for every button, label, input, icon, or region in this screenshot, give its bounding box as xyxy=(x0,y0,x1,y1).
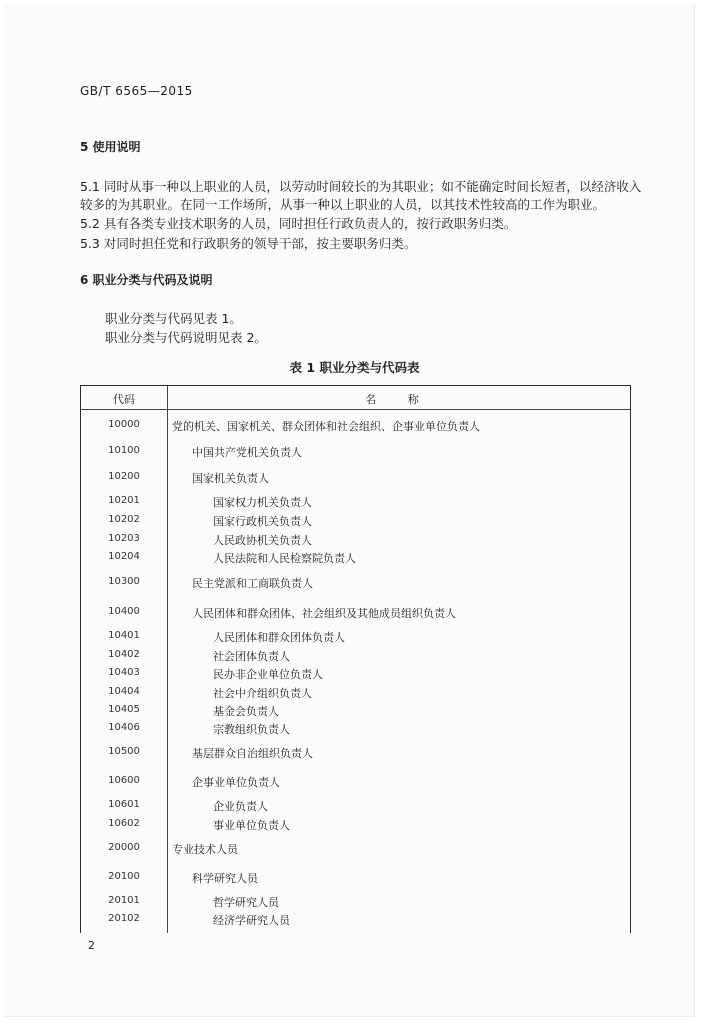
row-name: 人民法院和人民检察院负责人 xyxy=(213,552,356,565)
row-code: 10203 xyxy=(108,533,140,544)
row-code: 10204 xyxy=(108,551,140,562)
table-row xyxy=(81,869,630,885)
table-row xyxy=(81,744,630,760)
row-name: 中国共产党机关负责人 xyxy=(192,446,302,459)
table-row xyxy=(81,797,630,813)
row-name: 党的机关、国家机关、群众团体和社会组织、企事业单位负责人 xyxy=(172,420,480,433)
table-row xyxy=(81,443,630,459)
table-row xyxy=(81,684,630,700)
table-row xyxy=(81,628,630,644)
table-row xyxy=(81,911,630,927)
row-name: 人民政协机关负责人 xyxy=(213,534,312,547)
row-code: 10401 xyxy=(108,630,140,641)
clause-5-1-line-2: 较多的为其职业。在同一工作场所，从事一种以上职业的人员，以其技术性较高的工作为职业。 xyxy=(80,197,606,212)
table-row xyxy=(81,493,630,509)
section-6-intro-2: 职业分类与代码说明见表 2。 xyxy=(105,330,267,345)
row-name: 人民团体和群众团体、社会组织及其他成员组织负责人 xyxy=(192,607,456,620)
row-code: 10100 xyxy=(108,445,140,456)
row-name: 民主党派和工商联负责人 xyxy=(192,577,313,590)
section-6-heading: 6 职业分类与代码及说明 xyxy=(80,273,213,287)
row-code: 10000 xyxy=(108,419,140,430)
table-row xyxy=(81,549,630,565)
row-name: 基层群众自治组织负责人 xyxy=(192,747,313,760)
row-code: 20100 xyxy=(108,871,140,882)
row-name: 人民团体和群众团体负责人 xyxy=(213,631,345,644)
row-code: 10202 xyxy=(108,514,140,525)
table-row xyxy=(81,512,630,528)
row-code: 10300 xyxy=(108,576,140,587)
row-code: 10602 xyxy=(108,818,140,829)
row-name: 国家机关负责人 xyxy=(192,472,269,485)
row-code: 10201 xyxy=(108,495,140,506)
row-code: 10405 xyxy=(108,704,140,715)
row-name: 专业技术人员 xyxy=(172,843,238,856)
row-code: 20101 xyxy=(108,895,140,906)
section-6-intro-1: 职业分类与代码见表 1。 xyxy=(105,311,242,326)
table-row xyxy=(81,531,630,547)
row-name: 民办非企业单位负责人 xyxy=(213,668,323,681)
row-name: 哲学研究人员 xyxy=(213,896,279,909)
row-code: 10400 xyxy=(108,606,140,617)
row-name: 社会中介组织负责人 xyxy=(213,687,312,700)
table-row xyxy=(81,604,630,620)
row-code: 10402 xyxy=(108,649,140,660)
standard-number: GB/T 6565—2015 xyxy=(80,84,193,98)
table-row xyxy=(81,893,630,909)
row-code: 10500 xyxy=(108,746,140,757)
table-row xyxy=(81,665,630,681)
table-row xyxy=(81,720,630,736)
clause-5-3: 5.3 对同时担任党和行政职务的领导干部，按主要职务归类。 xyxy=(80,236,417,251)
row-name: 企业负责人 xyxy=(213,800,268,813)
table-row xyxy=(81,417,630,433)
column-header-code: 代码 xyxy=(113,393,135,406)
table-row xyxy=(81,773,630,789)
row-code: 10403 xyxy=(108,667,140,678)
row-name: 科学研究人员 xyxy=(192,872,258,885)
row-name: 宗教组织负责人 xyxy=(213,723,290,736)
row-code: 10600 xyxy=(108,775,140,786)
header-divider xyxy=(81,409,630,410)
occupation-code-table xyxy=(80,385,631,933)
row-code: 20000 xyxy=(108,842,140,853)
clause-5-1-line-1: 5.1 同时从事一种以上职业的人员，以劳动时间较长的为其职业；如不能确定时间长短者，以经济收入 xyxy=(80,179,642,194)
column-header-name: 名 称 xyxy=(365,393,433,406)
table-row xyxy=(81,469,630,485)
page-number: 2 xyxy=(88,939,95,952)
row-name: 经济学研究人员 xyxy=(213,914,290,927)
table-row xyxy=(81,702,630,718)
table-row xyxy=(81,816,630,832)
section-5-heading: 5 使用说明 xyxy=(80,140,141,154)
row-code: 10200 xyxy=(108,471,140,482)
table-row xyxy=(81,574,630,590)
row-name: 国家权力机关负责人 xyxy=(213,496,312,509)
row-name: 事业单位负责人 xyxy=(213,819,290,832)
row-name: 基金会负责人 xyxy=(213,705,279,718)
table-caption: 表 1 职业分类与代码表 xyxy=(289,360,420,375)
table-row xyxy=(81,840,630,856)
row-code: 10406 xyxy=(108,722,140,733)
row-code: 10404 xyxy=(108,686,140,697)
row-name: 社会团体负责人 xyxy=(213,650,290,663)
clause-5-2: 5.2 具有各类专业技术职务的人员，同时担任行政负责人的，按行政职务归类。 xyxy=(80,216,517,231)
row-name: 国家行政机关负责人 xyxy=(213,515,312,528)
row-code: 20102 xyxy=(108,913,140,924)
row-code: 10601 xyxy=(108,799,140,810)
row-name: 企事业单位负责人 xyxy=(192,776,280,789)
table-row xyxy=(81,647,630,663)
